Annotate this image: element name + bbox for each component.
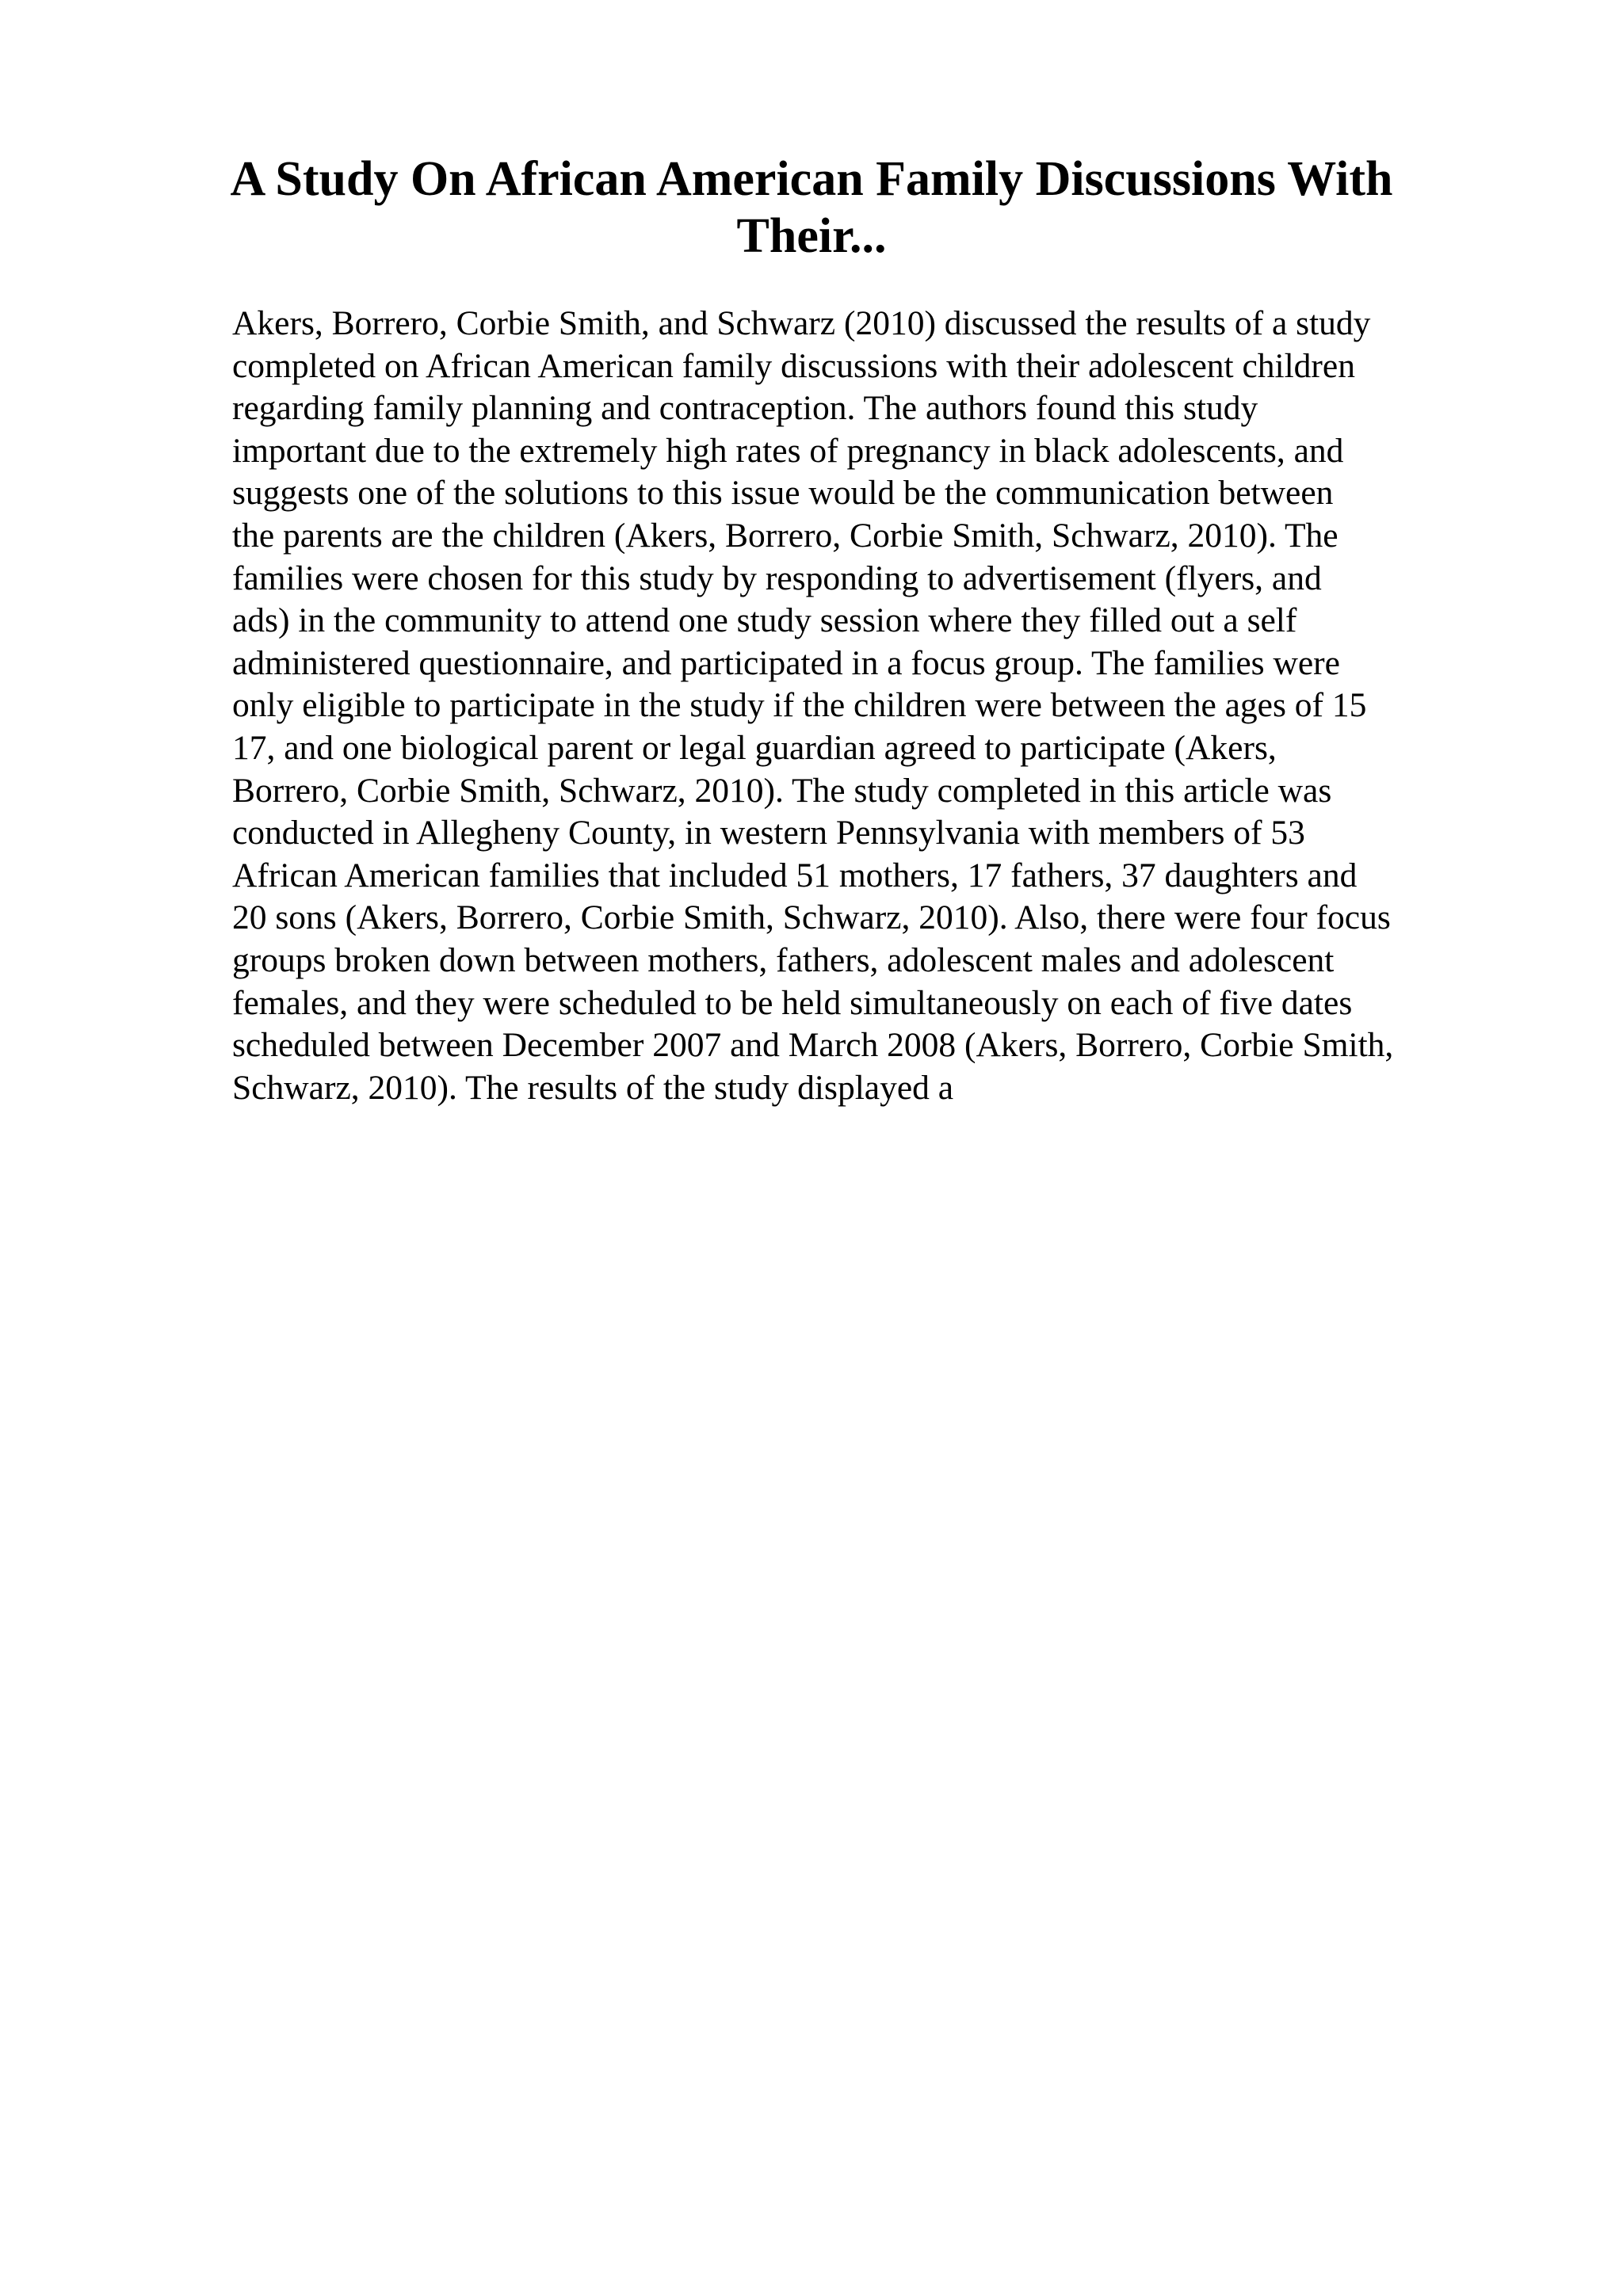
body-line: scheduled between December 2007 and March 2008 (Akers, Borrero, Corbie Smith, [232,1026,1394,1065]
page-title [0,151,1623,265]
body-line: Borrero, Corbie Smith, Schwarz, 2010). The study completed in this article was [232,771,1332,810]
body-line: 20 sons (Akers, Borrero, Corbie Smith, Schwarz, 2010). Also, there were four focus [232,898,1391,937]
body-line: African American families that included 51 mothers, 17 fathers, 37 daughters and [232,856,1358,894]
body-line: females, and they were scheduled to be held simultaneously on each of five dates [232,983,1353,1022]
body-paragraph [232,303,1492,1109]
body-line: conducted in Allegheny County, in western Pennsylvania with members of 53 [232,814,1305,852]
body-line: important due to the extremely high rates of pregnancy in black adolescents, and [232,431,1344,470]
body-line: regarding family planning and contraception. The authors found this study [232,389,1258,428]
body-line: families were chosen for this study by responding to advertisement (flyers, and [232,559,1322,597]
body-line: the parents are the children (Akers, Borrero, Corbie Smith, Schwarz, 2010). The [232,516,1338,555]
body-line: suggests one of the solutions to this issue would be the communication between [232,474,1334,513]
body-line: Akers, Borrero, Corbie Smith, and Schwarz (2010) discussed the results of a study [232,304,1371,342]
title-line: Their... [736,209,887,263]
title-line: A Study On African American Family Discussions With [230,152,1393,206]
body-line: ads) in the community to attend one study session where they filled out a self [232,601,1297,640]
body-line: groups broken down between mothers, fathers, adolescent males and adolescent [232,940,1335,979]
body-line: Schwarz, 2010). The results of the study displayed a [232,1068,954,1107]
body-line: 17, and one biological parent or legal guardian agreed to participate (Akers, [232,728,1277,767]
body-line: only eligible to participate in the study if the children were between the ages of 15 [232,686,1367,725]
body-line: completed on African American family discussions with their adolescent children [232,346,1355,385]
body-line: administered questionnaire, and participated in a focus group. The families were [232,643,1340,682]
